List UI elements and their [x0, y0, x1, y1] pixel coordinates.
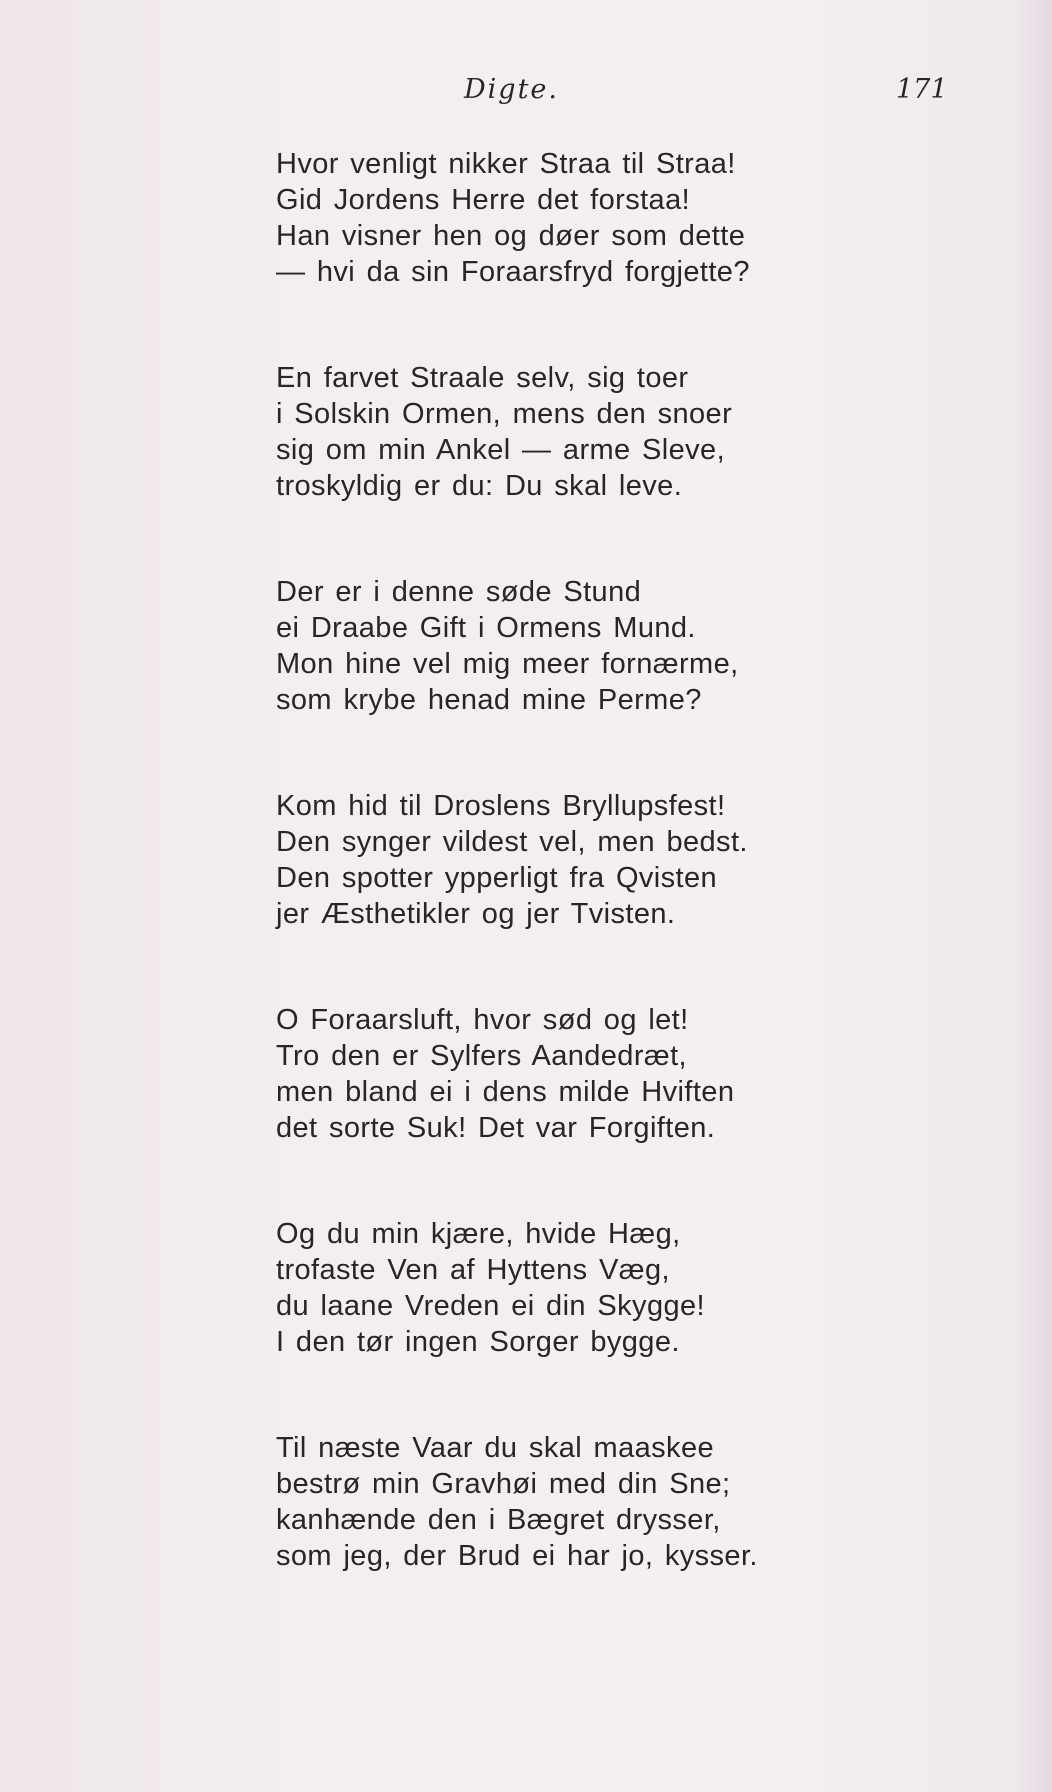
verse-line: det sorte Suk! Det var Forgiften. [276, 1112, 716, 1144]
verse-line: kanhænde den i Bægret drysser, [276, 1504, 721, 1536]
verse-line: som krybe henad mine Perme? [276, 684, 702, 716]
verse-line: Tro den er Sylfers Aandedræt, [276, 1040, 687, 1072]
verse-line: Kom hid til Droslens Bryllupsfest! [276, 790, 726, 822]
page-number: 171 [896, 74, 948, 105]
verse-line: Den synger vildest vel, men bedst. [276, 826, 748, 858]
verse-line: Til næste Vaar du skal maaskee [276, 1432, 715, 1464]
verse-line: Og du min kjære, hvide Hæg, [276, 1218, 681, 1250]
verse-line: Han visner hen og døer som dette [276, 220, 746, 252]
verse-line: I den tør ingen Sorger bygge. [276, 1326, 680, 1358]
verse-line: jer Æsthetikler og jer Tvisten. [276, 898, 676, 930]
stanza [276, 1430, 916, 1574]
verse-line: — hvi da sin Foraarsfryd forgjette? [276, 256, 750, 288]
verse-line: Der er i denne søde Stund [276, 576, 642, 608]
stanza [276, 788, 916, 932]
verse-line: Mon hine vel mig meer fornærme, [276, 648, 739, 680]
verse-line: i Solskin Ormen, mens den snoer [276, 398, 733, 430]
stanza [276, 1216, 916, 1360]
verse-line: Hvor venligt nikker Straa til Straa! [276, 148, 736, 180]
verse-line: men bland ei i dens milde Hviften [276, 1076, 735, 1108]
verse-line: trofaste Ven af Hyttens Væg, [276, 1254, 670, 1286]
verse-line: Gid Jordens Herre det forstaa! [276, 184, 691, 216]
verse-line: bestrø min Gravhøi med din Sne; [276, 1468, 731, 1500]
verse-line: ei Draabe Gift i Ormens Mund. [276, 612, 696, 644]
verse-line: som jeg, der Brud ei har jo, kysser. [276, 1540, 758, 1572]
verse-line: Den spotter ypperligt fra Qvisten [276, 862, 718, 894]
page-header [0, 74, 1052, 114]
verse-line: O Foraarsluft, hvor sød og let! [276, 1004, 689, 1036]
page-edge-shadow [1012, 0, 1052, 1792]
stanza [276, 574, 916, 718]
verse-line: En farvet Straale selv, sig toer [276, 362, 689, 394]
poem [276, 146, 916, 1644]
verse-line: sig om min Ankel — arme Sleve, [276, 434, 726, 466]
running-title: Digte. [464, 74, 559, 105]
stanza [276, 1002, 916, 1146]
stanza [276, 146, 916, 290]
verse-line: du laane Vreden ei din Skygge! [276, 1290, 705, 1322]
verse-line: troskyldig er du: Du skal leve. [276, 470, 683, 502]
stanza [276, 360, 916, 504]
